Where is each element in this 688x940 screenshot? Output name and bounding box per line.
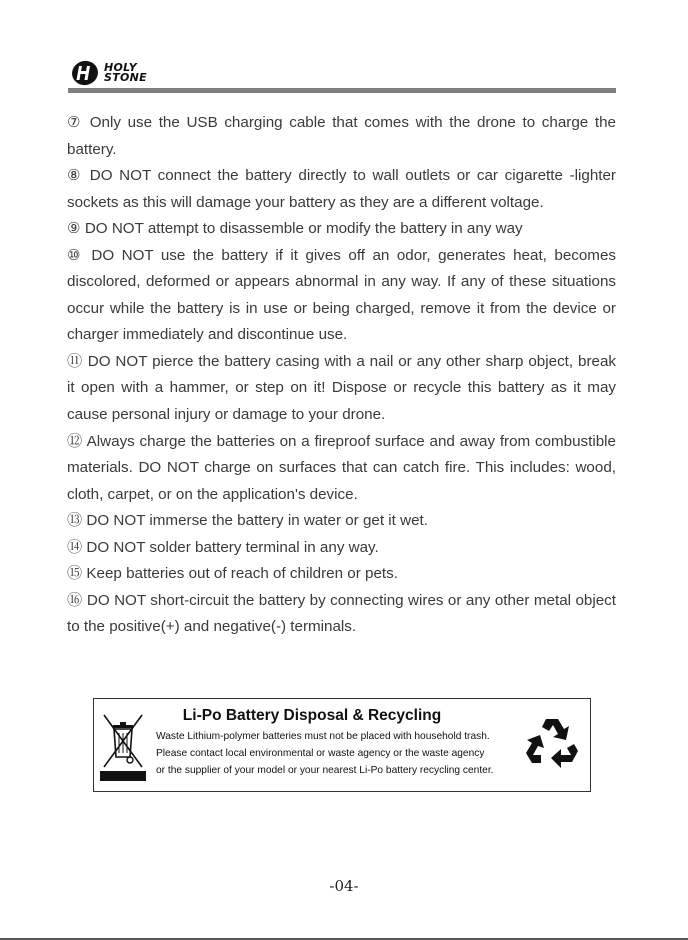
instruction-10: ⑩ DO NOT use the battery if it gives off an odor, generates heat, becomes discolored, deformed or appears abnormal in any way. If any of these situations occur while the battery is in use or being charged, remove it from the device or charger immediately and discontinue use. (67, 246, 616, 344)
instruction-12: ⑫ Always charge the batteries on a fireproof surface and away from combustible materials. DO NOT charge on surfaces that can catch fire. This includes: wood, cloth, carpet, or on the application's device. (67, 432, 616, 503)
disposal-notice-box (93, 698, 591, 792)
safety-instructions (67, 110, 616, 641)
holy-stone-logo-icon (70, 58, 100, 88)
instruction-16: ⑯ DO NOT short-circuit the battery by connecting wires or any other metal object to the positive(+) and negative(-) terminals. (67, 591, 616, 636)
instruction-9: ⑨ DO NOT attempt to disassemble or modify the battery in any way (67, 220, 523, 238)
instruction-13: ⑬ DO NOT immerse the battery in water or get it wet. (67, 512, 428, 530)
instruction-15: ⑮ Keep batteries out of reach of children or pets. (67, 565, 398, 583)
disposal-line-1: Waste Lithium-polymer batteries must not be placed with household trash. (156, 731, 490, 742)
disposal-title: Li-Po Battery Disposal & Recycling (182, 707, 442, 724)
instruction-11: ⑪ DO NOT pierce the battery casing with a nail or any other sharp object, break it open with a hammer, or step on it! Dispose or recycle this battery as it may cause personal injury or damage to your drone. (67, 352, 616, 424)
disposal-title-row (94, 707, 590, 725)
recycle-icon (522, 713, 584, 775)
instruction-14: ⑭ DO NOT solder battery terminal in any way. (67, 538, 379, 556)
disposal-line-2: Please contact local environmental or waste agency or the waste agency (156, 748, 485, 759)
bin-underline-bar (100, 771, 146, 781)
header-rule (68, 88, 616, 93)
instruction-7: ⑦ Only use the USB charging cable that comes with the drone to charge the battery. (67, 114, 616, 158)
logo-word-2: STONE (104, 71, 147, 84)
logo-wordmark (104, 63, 147, 83)
disposal-line-3: or the supplier of your model or your nearest Li-Po battery recycling center. (156, 765, 494, 776)
logo-word-1: HOLY (104, 61, 138, 74)
page-number: -04- (329, 877, 359, 895)
brand-logo (70, 56, 147, 90)
instruction-8: ⑧ DO NOT connect the battery directly to wall outlets or car cigarette -lighter sockets as this will damage your battery as they are a different voltage. (67, 167, 616, 211)
